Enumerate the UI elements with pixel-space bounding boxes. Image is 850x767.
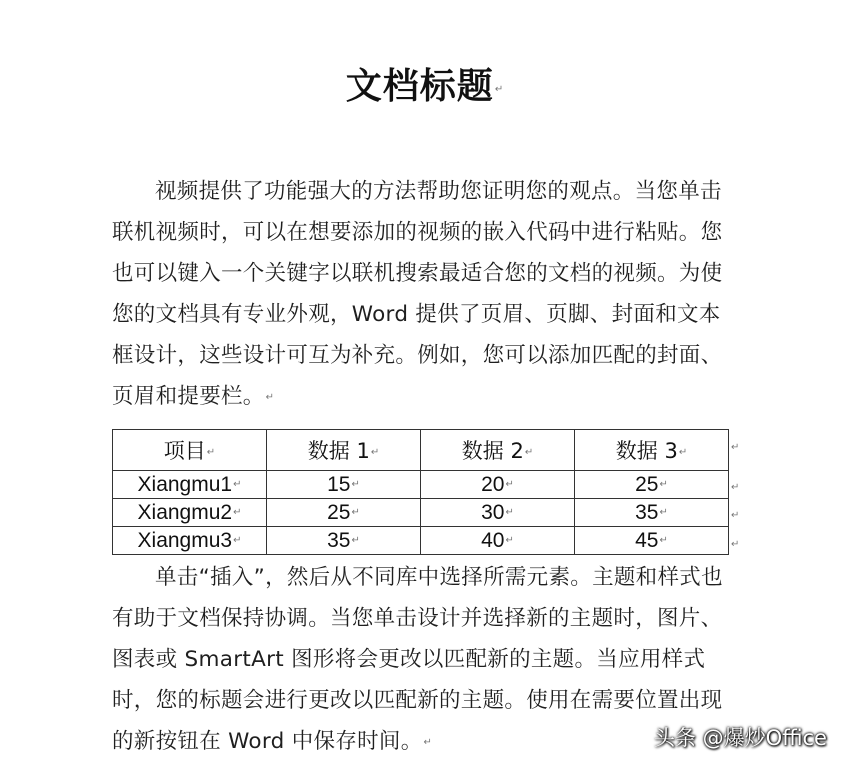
table-header-cell[interactable]: 数据 3↵ <box>575 430 729 471</box>
table-header-row <box>113 430 729 471</box>
table-row <box>113 499 729 527</box>
table-row <box>113 471 729 499</box>
cell-mark-icon: ↵ <box>678 446 688 458</box>
table-cell[interactable]: 35↵ <box>267 527 421 555</box>
cell-mark-icon: ↵ <box>233 479 242 491</box>
paragraph-mark-icon: ↵ <box>423 736 433 748</box>
row-end-mark-icon: ↵ <box>731 510 740 521</box>
cell-mark-icon: ↵ <box>659 507 668 519</box>
table-cell[interactable]: 25↵ <box>267 499 421 527</box>
table-cell[interactable]: 40↵ <box>421 527 575 555</box>
cell-mark-icon: ↵ <box>659 535 668 547</box>
table-cell[interactable]: 25↵ <box>575 471 729 499</box>
cell-mark-icon: ↵ <box>233 535 242 547</box>
cell-mark-icon: ↵ <box>524 446 534 458</box>
table-header-cell[interactable]: 数据 1↵ <box>267 430 421 471</box>
table-cell[interactable]: Xiangmu2↵ <box>113 499 267 527</box>
row-end-mark-icon: ↵ <box>731 482 740 493</box>
body-paragraph-2[interactable]: 单击“插入”，然后从不同库中选择所需元素。主题和样式也有助于文档保持协调。当您单击设计并选择新的主题时，图片、图表或 SmartArt 图形将会更改以匹配新的主题。当应用样式时，您的标题会进行更改以匹配新的主题。使用在需要位置出现的新按钮在 Word 中保存时间。↵ <box>112 565 723 754</box>
cell-mark-icon: ↵ <box>206 446 216 458</box>
table-cell[interactable]: 45↵ <box>575 527 729 555</box>
cell-mark-icon: ↵ <box>351 507 360 519</box>
paragraph-mark-icon: ↵ <box>265 391 275 403</box>
cell-mark-icon: ↵ <box>233 507 242 519</box>
table-header-cell[interactable]: 数据 2↵ <box>421 430 575 471</box>
table-cell[interactable]: 30↵ <box>421 499 575 527</box>
cell-mark-icon: ↵ <box>351 535 360 547</box>
table-cell[interactable]: Xiangmu1↵ <box>113 471 267 499</box>
table-cell[interactable]: Xiangmu3↵ <box>113 527 267 555</box>
table-cell[interactable]: 35↵ <box>575 499 729 527</box>
cell-mark-icon: ↵ <box>505 479 514 491</box>
cell-mark-icon: ↵ <box>505 507 514 519</box>
cell-mark-icon: ↵ <box>505 535 514 547</box>
cell-mark-icon: ↵ <box>351 479 360 491</box>
row-end-mark-icon: ↵ <box>731 442 740 453</box>
paragraph-mark-icon: ↵ <box>494 83 505 95</box>
data-table[interactable] <box>112 429 729 555</box>
table-row <box>113 527 729 555</box>
cell-mark-icon: ↵ <box>370 446 380 458</box>
cell-mark-icon: ↵ <box>659 479 668 491</box>
body-paragraph-1[interactable]: 视频提供了功能强大的方法帮助您证明您的观点。当您单击联机视频时，可以在想要添加的视频的嵌入代码中进行粘贴。您也可以键入一个关键字以联机搜索最适合您的文档的视频。为使您的文档具有专业外观，Word 提供了页眉、页脚、封面和文本框设计，这些设计可互为补充。例如，您可以添加匹配的封面、页眉和提要栏。↵ <box>112 179 723 409</box>
table-header-cell[interactable]: 项目↵ <box>113 430 267 471</box>
row-end-mark-icon: ↵ <box>731 539 740 550</box>
document-title[interactable]: 文档标题↵ <box>345 65 505 107</box>
table-cell[interactable]: 20↵ <box>421 471 575 499</box>
watermark: 头条 @爆炒Office <box>654 726 827 750</box>
table-cell[interactable]: 15↵ <box>267 471 421 499</box>
